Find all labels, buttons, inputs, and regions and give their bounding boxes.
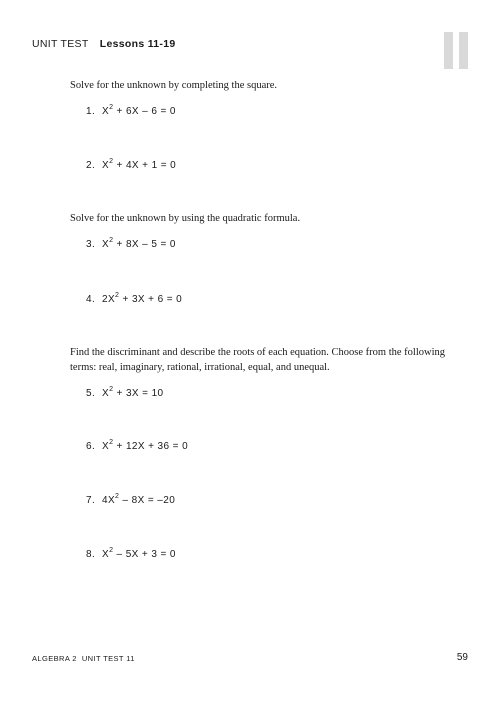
page-number: 59 — [456, 652, 468, 663]
section-2-instruction: Solve for the unknown by using the quadratic formula. — [70, 213, 301, 224]
problem-5: 5. $X^2 + 3X = 10$ — [86, 386, 164, 399]
problem-3: 3. $X^2 + 8X - 5 = 0$ — [86, 237, 176, 250]
problem-2: 2. $X^2 + 4X + 1 = 0$ — [86, 158, 177, 171]
page-header — [32, 38, 176, 50]
problem-1: 1. $X^2 + 6X - 6 = 0$ — [86, 104, 176, 117]
unit-test-label: UNIT TEST — [32, 38, 89, 50]
footer-course-label: ALGEBRA 2 UNIT TEST 11 — [32, 654, 135, 663]
problem-7: 7. $4X^2 - 8X = -20$ — [86, 493, 176, 506]
section-1-instruction: Solve for the unknown by completing the square. — [70, 80, 278, 91]
unit-roman-numeral-mark — [444, 32, 470, 69]
problem-4: 4. $2X^2 + 3X + 6 = 0$ — [86, 292, 183, 305]
lessons-label: Lessons 11-19 — [99, 38, 176, 50]
problem-6: 6. $X^2 + 12X + 36 = 0$ — [86, 439, 189, 452]
section-3-instruction: Find the discriminant and describe the roots of each equation. Choose from the following terms: real, imaginary, rational, irrational, equal, and unequal. — [70, 347, 445, 373]
problem-8: 8. $X^2 - 5X + 3 = 0$ — [86, 547, 176, 560]
